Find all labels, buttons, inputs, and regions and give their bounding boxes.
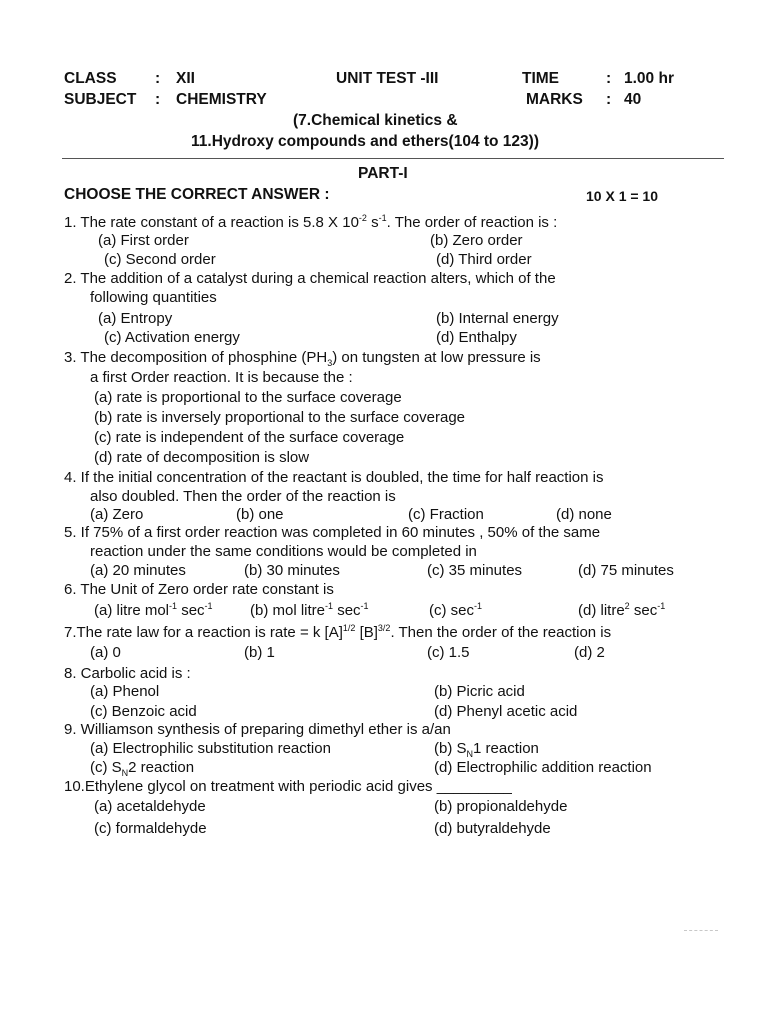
question-5: 5. If 75% of a first order reaction was completed in 60 minutes , 50% of the same	[64, 524, 601, 541]
part-instruction: CHOOSE THE CORRECT ANSWER :	[64, 186, 330, 203]
q3-option-c: (c) rate is independent of the surface coverage	[94, 429, 405, 446]
q1-number: 1.	[64, 214, 77, 231]
q9-option-b: (b) $S_N1$ reaction	[434, 740, 539, 759]
question-2-cont: following quantities	[90, 289, 217, 306]
q3-option-a: (a) rate is proportional to the surface coverage	[94, 389, 402, 406]
header-divider	[62, 158, 724, 159]
q1-option-d: (d) Third order	[436, 251, 532, 268]
question-8: 8. Carbolic acid is :	[64, 665, 191, 682]
q10-option-b: (b) propionaldehyde	[434, 798, 568, 815]
q1-option-b: (b) Zero order	[430, 232, 523, 249]
q8-option-b: (b) Picric acid	[434, 683, 525, 700]
q2-option-b: (b) Internal energy	[436, 310, 559, 327]
q9-option-c: (c) $S_N2$ reaction	[90, 759, 195, 778]
q3-option-d: (d) rate of decomposition is slow	[94, 449, 310, 466]
subject-label: SUBJECT	[64, 91, 137, 108]
q1-option-a: (a) First order	[98, 232, 189, 249]
q2-option-a: (a) Entropy	[98, 310, 173, 327]
q10-option-d: (d) butyraldehyde	[434, 820, 551, 837]
q2-option-c: (c) Activation energy	[104, 329, 240, 346]
question-10: 10.Ethylene glycol on treatment with periodic acid gives _________	[64, 778, 512, 795]
q10-option-a: (a) acetaldehyde	[94, 798, 206, 815]
q4-option-a: (a) Zero	[90, 506, 144, 523]
marks-value: 40	[624, 91, 642, 108]
q6-option-d: (d) litre$^2$ $\sec^{-1}$	[578, 601, 666, 619]
part-title: PART-I	[358, 165, 408, 182]
topics-line-2: 11.Hydroxy compounds and ethers(104 to 123))	[191, 133, 539, 150]
test-title: UNIT TEST -III	[336, 70, 439, 87]
q9-option-a: (a) Electrophilic substitution reaction	[90, 740, 331, 757]
subject-separator: :	[155, 91, 161, 108]
q4-option-c: (c) Fraction	[408, 506, 484, 523]
q6-option-c: (c) $\sec^{-1}$	[429, 601, 483, 619]
q5-option-c: (c) 35 minutes	[427, 562, 523, 579]
class-label: CLASS	[64, 70, 117, 87]
marks-label: MARKS	[526, 91, 583, 108]
q5-option-d: (d) 75 minutes	[578, 562, 674, 579]
question-4-cont: also doubled. Then the order of the reaction is	[90, 488, 396, 505]
q4-option-b: (b) one	[236, 506, 284, 523]
question-5-cont: reaction under the same conditions would be completed in	[90, 543, 477, 560]
q2-option-d: (d) Enthalpy	[436, 329, 517, 346]
topics-line-1: (7.Chemical kinetics &	[293, 112, 458, 129]
part-marks: 10 X 1 = 10	[586, 188, 659, 204]
faint-page-mark	[684, 930, 718, 931]
question-3: 3. The decomposition of phosphine $(PH_3)$ on tungsten at low pressure is	[64, 349, 541, 368]
class-separator: :	[155, 70, 161, 87]
q8-option-d: (d) Phenyl acetic acid	[434, 703, 578, 720]
q1-option-c: (c) Second order	[104, 251, 216, 268]
q7-option-b: (b) 1	[244, 644, 275, 661]
question-3-cont: a first Order reaction. It is because the :	[90, 369, 353, 386]
subject-value: CHEMISTRY	[176, 91, 267, 108]
question-7: 7.The rate law for a reaction is rate = k $[A]^{1/2}$ $[B]^{3/2}$. Then the order of the reaction is	[64, 623, 612, 641]
question-6: 6. The Unit of Zero order rate constant is	[64, 581, 334, 598]
question-9: 9. Williamson synthesis of preparing dimethyl ether is a/an	[64, 721, 451, 738]
q4-option-d: (d) none	[556, 506, 612, 523]
marks-separator: :	[606, 91, 612, 108]
q9-option-d: (d) Electrophilic addition reaction	[434, 759, 652, 776]
time-label: TIME	[522, 70, 560, 87]
class-value: XII	[176, 70, 195, 87]
q3-option-b: (b) rate is inversely proportional to the surface coverage	[94, 409, 466, 426]
q8-option-a: (a) Phenol	[90, 683, 160, 700]
q5-option-a: (a) 20 minutes	[90, 562, 186, 579]
q7-option-a: (a) 0	[90, 644, 121, 661]
time-separator: :	[606, 70, 612, 87]
q5-option-b: (b) 30 minutes	[244, 562, 340, 579]
question-2: 2. The addition of a catalyst during a chemical reaction alters, which of the	[64, 270, 556, 287]
q10-option-c: (c) formaldehyde	[94, 820, 207, 837]
question-1: 1. The rate constant of a reaction is 5.8 X $10^{-2}$ $s^{-1}$. The order of reaction is :	[64, 213, 558, 231]
q7-option-c: (c) 1.5	[427, 644, 470, 661]
q6-option-b: (b) mol litre$^{-1}$ $\sec^{-1}$	[250, 601, 369, 619]
q8-option-c: (c) Benzoic acid	[90, 703, 197, 720]
q6-option-a: (a) litre mol$^{-1}$ $\sec^{-1}$	[94, 601, 213, 619]
time-value: 1.00 hr	[624, 70, 674, 87]
question-4: 4. If the initial concentration of the reactant is doubled, the time for half reaction is	[64, 469, 604, 486]
q7-option-d: (d) 2	[574, 644, 605, 661]
